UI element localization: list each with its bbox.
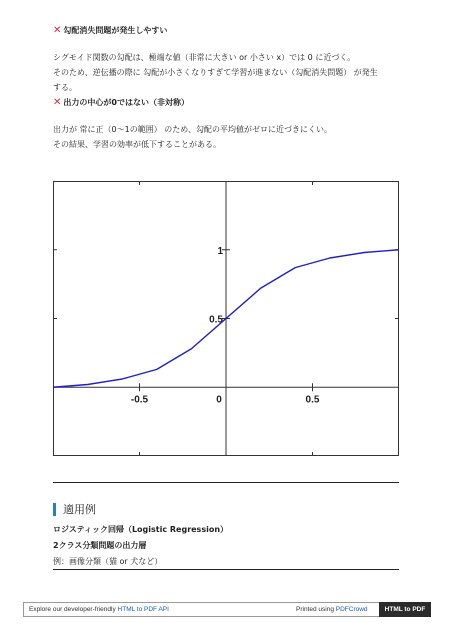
con1-line: シグモイド関数の勾配は、極端な値（非常に大きい or 小さい x）では 0 に近づく。 [53, 53, 356, 62]
y-tick-label: 1 [217, 245, 223, 257]
x-tick-label: 0 [216, 394, 222, 406]
example-item: 例：画像分類（猫 or 犬など） [53, 557, 163, 566]
cross-mark-icon: ✕ [53, 97, 62, 108]
sigmoid-chart [53, 181, 399, 456]
con1-line: そのため、逆伝播の際に 勾配が小さくなりすぎて学習が進まない（勾配消失問題） が発生 [53, 68, 378, 77]
x-tick-label: -0.5 [130, 394, 149, 406]
y-tick-label: 0.5 [209, 314, 223, 326]
x-tick-label: 0.5 [305, 394, 320, 406]
api-link[interactable]: HTML to PDF API [117, 606, 169, 613]
divider [53, 482, 399, 483]
example-item: ロジスティック回帰（Logistic Regression） [53, 525, 229, 534]
example-item: 2クラス分類問題の出力層 [53, 541, 147, 550]
divider [53, 569, 399, 570]
con2-heading [53, 97, 189, 108]
section-accent-bar [53, 503, 56, 516]
con2-line: その結果、学習の効率が低下することがある。 [53, 140, 221, 149]
cross-mark-icon: ✕ [53, 25, 62, 36]
con2-line: 出力が 常に正（0〜1の範囲） のため、勾配の平均値がゼロに近づきにくい。 [53, 125, 332, 134]
footer-mid: Printed using PDFCrowd [296, 606, 368, 613]
footer-left: Explore our developer-friendly HTML to PDF API [29, 606, 169, 613]
con2-title: 出力の中心が0ではない（非対称） [63, 98, 189, 107]
con1-title: 勾配消失問題が発生しやすい [63, 26, 168, 35]
con1-heading [53, 25, 167, 36]
html-to-pdf-button[interactable]: HTML to PDF [379, 602, 431, 617]
pdfcrowd-link[interactable]: PDFCrowd [335, 606, 368, 613]
con1-line: する。 [53, 83, 77, 92]
footer-bar [23, 602, 431, 617]
section-title: 適用例 [63, 503, 96, 516]
